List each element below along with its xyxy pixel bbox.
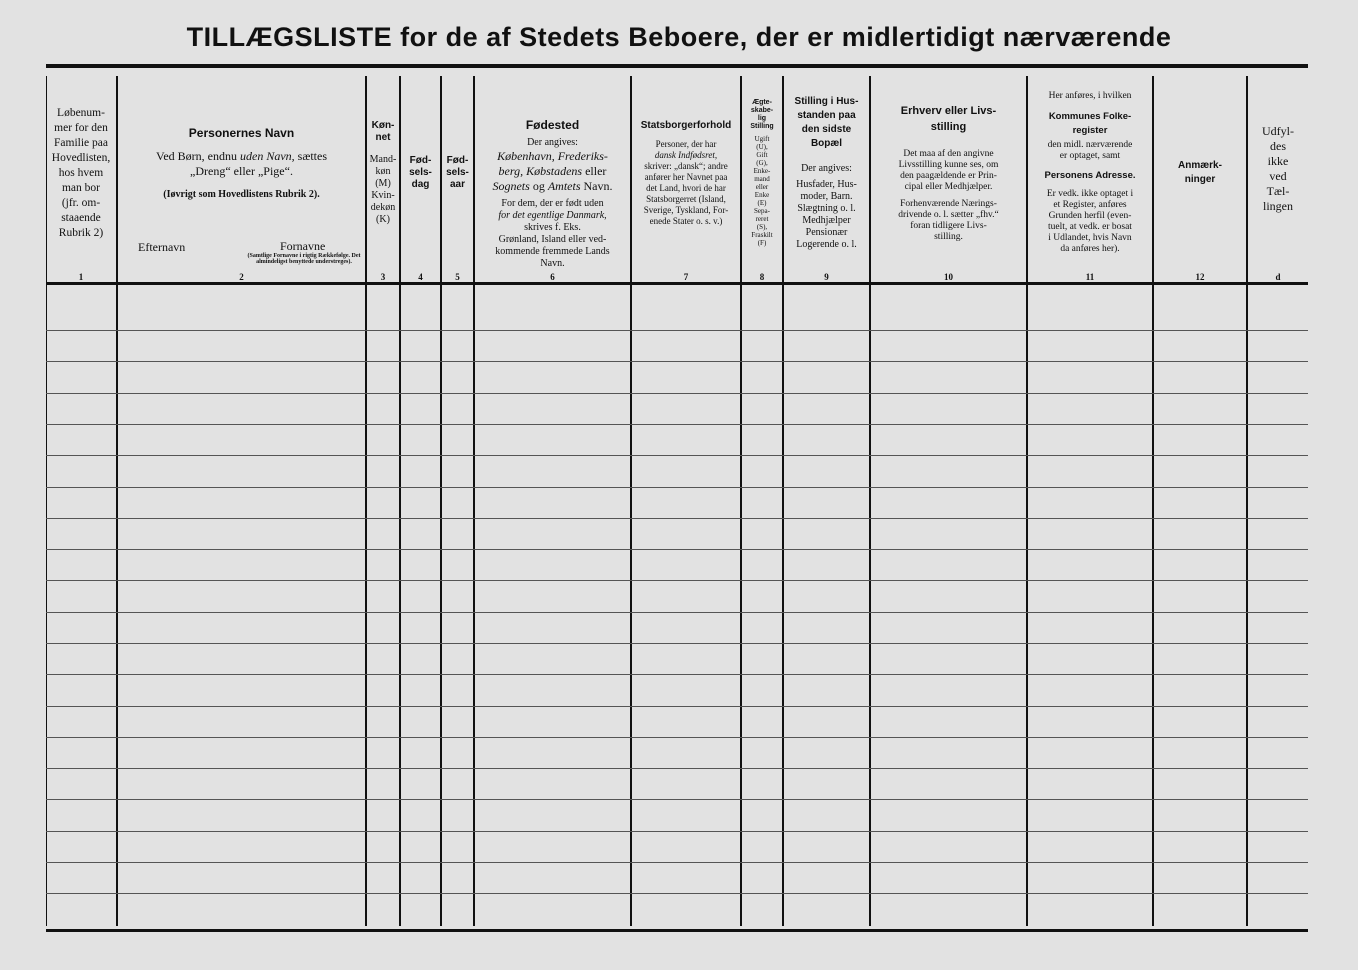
header-text: foran tidligere Livs-: [910, 221, 987, 231]
fornavne-label: Fornavne: [280, 239, 326, 253]
header-text: dansk Indfødsret,: [654, 149, 718, 160]
header-text: Forhenværende Nærings-: [900, 199, 997, 209]
header-text: drivende o. l. sætter „fhv.“: [898, 210, 999, 220]
header-text: Navn.: [540, 258, 565, 269]
column-number: 9: [824, 272, 829, 282]
header-text: (M): [375, 178, 391, 189]
header-text: Ved Børn, endnu uden Navn, sættes: [156, 149, 327, 163]
header-text: Løbenum-: [57, 106, 105, 119]
ruled-line: [46, 580, 1308, 581]
ruled-line: [46, 893, 1308, 894]
header-text: (S),: [756, 223, 768, 231]
header-text: Sverige, Tyskland, For-: [643, 204, 729, 215]
header-text: ved: [1269, 169, 1287, 183]
header-text: Hovedlisten,: [51, 151, 111, 164]
header-text: mand: [754, 175, 770, 183]
header-heading: Personens Adresse.: [1044, 170, 1136, 181]
ruled-line: [46, 549, 1308, 550]
header-text: man bor: [61, 181, 100, 194]
header-heading: Fød- sels- aar: [446, 155, 469, 190]
header-text: et Register, anføres: [1053, 200, 1127, 210]
header-text: (jfr. om-: [61, 196, 101, 209]
header-text: (F): [757, 239, 767, 247]
header-text: ikke: [1267, 154, 1289, 168]
header-text: det Land, hvori de har: [646, 182, 726, 193]
header-text: Familie paa: [54, 136, 108, 149]
bottom-rule: [46, 929, 1308, 932]
header-text: Her anføres, i hvilken: [1048, 91, 1132, 101]
header-text: Logerende o. l.: [796, 239, 857, 250]
header-text: Sognets og Amtets Navn.: [492, 179, 613, 193]
header-text: eller: [755, 183, 769, 191]
header-text: staaende: [61, 211, 101, 224]
header-text: mer for den: [54, 121, 108, 134]
header-text: Der angives:: [801, 163, 852, 174]
ruled-line: [46, 706, 1308, 707]
ruled-line: [46, 831, 1308, 832]
header-text: berg, Købstadens eller: [498, 164, 607, 178]
header-text: Grønland, Island eller ved-: [498, 234, 607, 245]
column-number: 5: [455, 272, 460, 282]
header-col-8: [742, 78, 782, 268]
header-text: Kvin-: [371, 190, 395, 201]
header-col-9: [784, 78, 869, 268]
header-heading: Fød- sels- dag: [409, 155, 432, 190]
header-col-11: [1028, 78, 1152, 268]
header-text: skrives f. Eks.: [524, 222, 581, 233]
form-title: TILLÆGSLISTE for de af Stedets Beboere, der er midlertidigt nærværende: [186, 22, 1172, 52]
header-text: Medhjælper: [802, 215, 851, 226]
header-text: reret: [755, 215, 769, 223]
header-col-5: [442, 78, 473, 268]
header-text: hos hvem: [58, 166, 104, 179]
form-table: [46, 64, 1308, 932]
fornavne-note: (Samtlige Fornavne i rigtig Rækkefølge. Det almindeligst benyttede understreges).: [247, 253, 361, 265]
header-text: Er vedk. ikke optaget i: [1046, 189, 1134, 199]
column-number: 3: [380, 272, 386, 282]
efternavn-label: Efternavn: [138, 240, 186, 254]
header-text: Livsstilling kunne ses, om: [898, 160, 999, 170]
ruled-line: [46, 768, 1308, 769]
ruled-line: [46, 361, 1308, 362]
ruled-line: [46, 330, 1308, 331]
header-text: Enke-: [753, 167, 771, 175]
header-text: er optaget, samt: [1059, 151, 1121, 161]
column-number: 1: [78, 272, 84, 282]
header-text: Tæl-: [1266, 184, 1290, 198]
header-text: i Udlandet, hvis Navn: [1048, 233, 1132, 243]
header-text: For dem, der er født uden: [501, 198, 604, 209]
header-text: Gift: [756, 151, 768, 159]
header-heading: Stilling i Hus- standen paa den sidste Bopæl: [794, 96, 859, 149]
header-text: køn: [375, 166, 391, 177]
header-heading: Ægte- skabe- lig Stilling: [750, 99, 774, 130]
header-text: Der angives:: [527, 137, 578, 148]
header-text: skriver: „dansk“; andre: [644, 160, 728, 171]
header-text: dekøn: [370, 202, 396, 213]
header-text: Fraskilt: [751, 231, 773, 239]
column-number: 6: [550, 272, 555, 282]
header-col-12: [1154, 78, 1246, 268]
header-col-10: [871, 78, 1026, 268]
header-text: enede Stater o. s. v.): [649, 215, 723, 226]
ruled-line: [46, 737, 1308, 738]
header-bottom-rule: [46, 282, 1308, 285]
ruled-line: [46, 799, 1308, 800]
header-text: Det maa af den angivne: [903, 149, 994, 159]
header-heading: Kommunes Folke- register: [1048, 111, 1132, 136]
header-text: Husfader, Hus-: [796, 179, 857, 190]
header-text: Statsborgerret (Island,: [646, 193, 726, 204]
ruled-line: [46, 862, 1308, 863]
column-number: d: [1275, 272, 1281, 282]
header-text: den paagældende er Prin-: [900, 171, 997, 181]
header-heading: Personernes Navn: [188, 126, 295, 140]
header-text: Sepa-: [754, 207, 770, 215]
header-text: stilling.: [934, 232, 963, 242]
header-text: (E): [757, 199, 767, 207]
column-number: 11: [1085, 272, 1095, 282]
header-text: Udfyl-: [1262, 124, 1294, 138]
header-text: Mand-: [369, 154, 397, 165]
header-text: cipal eller Medhjælper.: [904, 182, 993, 192]
header-text: den midl. nærværende: [1047, 140, 1133, 150]
header-heading: Køn- net: [371, 120, 395, 143]
header-col-6: [475, 78, 630, 268]
column-number: 8: [759, 272, 765, 282]
header-text: anfører her Navnet paa: [644, 171, 728, 182]
header-heading: Anmærk- ninger: [1178, 160, 1222, 185]
ruled-line: [46, 455, 1308, 456]
header-text: kommende fremmede Lands: [495, 246, 610, 257]
header-text: København, Frederiks-: [497, 149, 608, 163]
ruled-line: [46, 518, 1308, 519]
ruled-line: [46, 612, 1308, 613]
header-col-3: [367, 78, 399, 268]
header-text: moder, Barn.: [800, 191, 853, 202]
ruled-line: [46, 674, 1308, 675]
header-text: Rubrik 2): [58, 226, 104, 239]
header-text: for det egentlige Danmark,: [498, 210, 607, 221]
ruled-line: [46, 643, 1308, 644]
header-text: da anføres her).: [1060, 244, 1120, 254]
column-number: 7: [683, 272, 689, 282]
header-text: Pensionær: [805, 227, 848, 238]
header-text: (K): [376, 214, 390, 225]
header-col-d: [1248, 78, 1308, 268]
header-text: Enke: [754, 191, 770, 199]
ruled-line: [46, 393, 1308, 394]
header-text: „Dreng“ eller „Pige“.: [190, 164, 293, 178]
header-text: Grunden herfil (even-: [1048, 211, 1132, 221]
header-col-1: [46, 78, 116, 268]
ruled-line: [46, 487, 1308, 488]
header-text: Personer, der har: [655, 138, 717, 149]
header-heading: Statsborgerforhold: [640, 119, 732, 131]
header-heading: Erhverv eller Livs- stilling: [900, 105, 997, 133]
ruled-line: [46, 424, 1308, 425]
column-number: 4: [418, 272, 423, 282]
column-number: 2: [239, 272, 244, 282]
header-text: Slægtning o. l.: [797, 203, 856, 214]
header-text: (U),: [756, 143, 768, 151]
header-text: Ugift: [754, 135, 770, 143]
header-text: lingen: [1263, 199, 1293, 213]
header-text: (G),: [756, 159, 768, 167]
column-number: 10: [944, 272, 953, 282]
top-rule: [46, 64, 1308, 68]
column-number: 12: [1195, 272, 1205, 282]
header-text: des: [1270, 139, 1286, 153]
header-col-7: [632, 78, 740, 268]
header-note: (Iøvrigt som Hovedlistens Rubrik 2).: [163, 189, 320, 200]
header-text: tuelt, at vedk. er bosat: [1048, 222, 1132, 232]
header-col-4: [401, 78, 440, 268]
header-heading: Fødested: [525, 118, 580, 132]
